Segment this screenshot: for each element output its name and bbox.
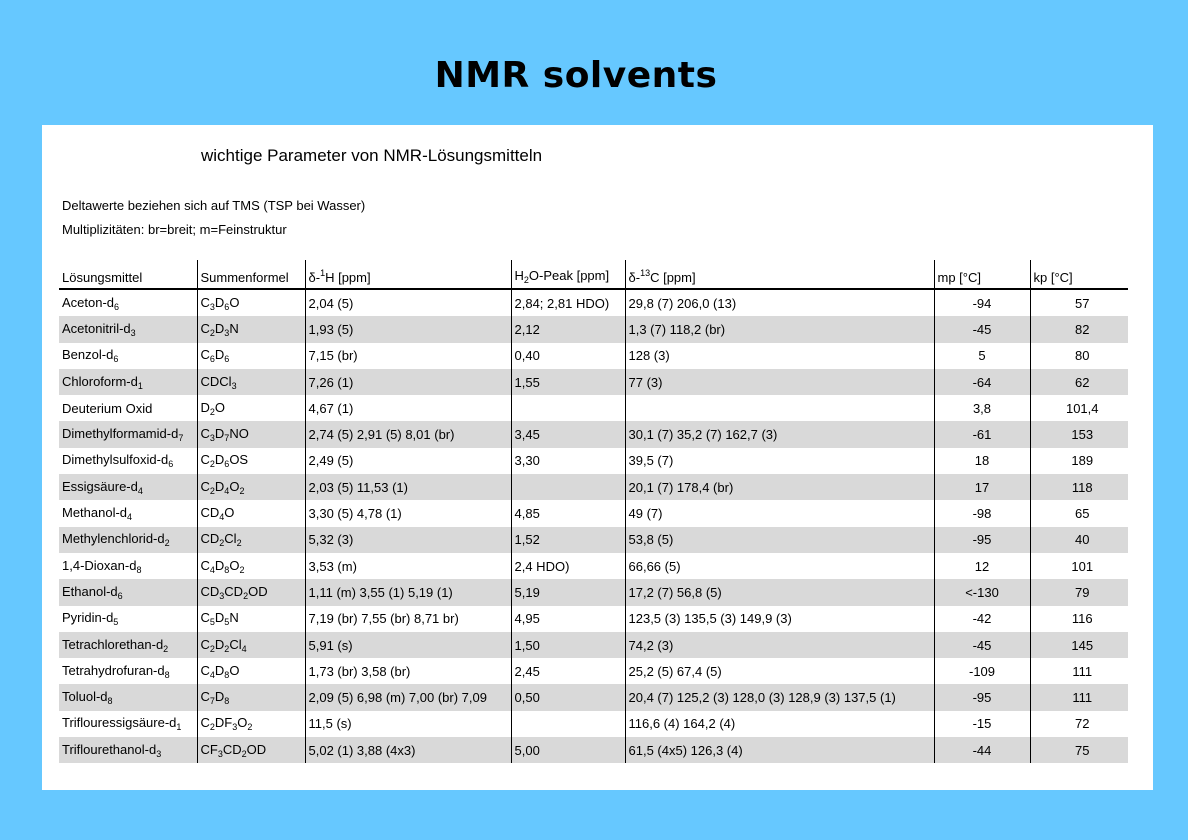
deuteration-index: 1 [137,380,143,391]
formula-element: C [200,557,210,573]
deuteration-index: 6 [113,354,119,365]
formula-element: C [200,426,210,442]
formula-element: D [214,662,225,678]
formula-element: D [214,452,225,468]
formula-subscript: 7 [224,433,230,444]
solvent-name [59,316,197,342]
h1-shift: 2,49 (5) [305,448,511,474]
formula-element: C [200,662,210,678]
h2o-peak [511,474,625,500]
formula-element: Cl [224,531,237,547]
molecular-formula [197,527,305,553]
table-subtitle: wichtige Parameter von NMR-Lösungsmitteln [201,146,543,165]
boiling-point: 80 [1030,343,1128,369]
formula-element: D [214,478,225,494]
formula-subscript: 2 [243,590,249,601]
boiling-point: 72 [1030,711,1128,737]
h1-shift: 3,53 (m) [305,553,511,579]
table-row [59,369,1128,395]
h1-shift: 7,19 (br) 7,55 (br) 8,71 br) [305,606,511,632]
h2o-peak [511,395,625,421]
solvent-label: Dimethylsulfoxid-d [62,452,169,468]
multiplicity-note: Multiplizitäten: br=breit; m=Feinstruktur [62,222,287,237]
solvent-name [59,527,197,553]
molecular-formula [197,474,305,500]
formula-element: Cl [229,636,242,652]
table-header-row [59,260,1128,289]
solvent-label: Dimethylformamid-d [62,426,179,442]
deuteration-index: 5 [113,617,119,628]
table-row [59,527,1128,553]
table-row [59,579,1128,605]
content-panel [42,125,1153,790]
solvent-name [59,369,197,395]
formula-subscript: 2 [239,485,245,496]
formula-subscript: 7 [209,696,215,707]
h1-shift: 2,03 (5) 11,53 (1) [305,474,511,500]
solvent-name [59,474,197,500]
h1-shift: 5,02 (1) 3,88 (4x3) [305,737,511,763]
formula-element: C [200,294,210,310]
formula-subscript: 6 [224,354,230,365]
formula-element: OD [248,583,268,599]
melting-point: -109 [934,658,1030,684]
boiling-point: 118 [1030,474,1128,500]
table-body [59,289,1128,763]
melting-point: -94 [934,289,1030,316]
formula-element: C [200,715,210,731]
solvent-label: Deuterium Oxid [62,400,153,416]
c13-shift: 123,5 (3) 135,5 (3) 149,9 (3) [625,606,934,632]
boiling-point: 111 [1030,684,1128,710]
deuteration-index: 6 [117,590,123,601]
deuteration-index: 4 [127,512,133,523]
formula-element: CD [224,583,244,599]
c13-shift: 20,1 (7) 178,4 (br) [625,474,934,500]
formula-subscript: 2 [209,485,215,496]
h2o-peak: 5,00 [511,737,625,763]
melting-point: 18 [934,448,1030,474]
formula-subscript: 2 [236,538,242,549]
h2o-peak: 2,45 [511,658,625,684]
c13-shift: 1,3 (7) 118,2 (br) [625,316,934,342]
page-title: NMR solvents [434,55,718,96]
formula-element: D [214,347,225,363]
header-mp: mp [°C] [934,260,1030,289]
solvent-name [59,395,197,421]
formula-subscript: 8 [224,564,230,575]
table-row [59,474,1128,500]
formula-subscript: 2 [209,406,215,417]
deuteration-index: 8 [107,696,113,707]
solvent-name [59,684,197,710]
solvent-label: Acetonitril-d [62,320,131,336]
deuteration-index: 8 [164,669,170,680]
boiling-point: 57 [1030,289,1128,316]
reference-note: Deltawerte beziehen sich auf TMS (TSP bei Wasser) [62,198,366,213]
h1-shift: 1,93 (5) [305,316,511,342]
molecular-formula [197,289,305,316]
formula-subscript: 4 [241,643,247,654]
table-row [59,553,1128,579]
formula-element: O [229,478,240,494]
formula-element: N [229,320,239,336]
boiling-point: 65 [1030,500,1128,526]
formula-subscript: 3 [224,327,230,338]
molecular-formula [197,421,305,447]
table-row [59,395,1128,421]
c13-shift: 20,4 (7) 125,2 (3) 128,0 (3) 128,9 (3) 137,5 (1) [625,684,934,710]
h1-shift: 7,15 (br) [305,343,511,369]
formula-element: OS [229,452,249,468]
melting-point: -61 [934,421,1030,447]
molecular-formula [197,632,305,658]
solvent-name [59,343,197,369]
solvent-label: Triflourethanol-d [62,741,157,757]
melting-point: -64 [934,369,1030,395]
h2o-peak [511,711,625,737]
formula-subscript: 3 [209,433,215,444]
formula-subscript: 2 [209,327,215,338]
table-row [59,737,1128,763]
formula-element: O [229,662,240,678]
h2o-peak: 1,52 [511,527,625,553]
formula-subscript: 3 [217,748,223,759]
formula-element: CD [200,583,220,599]
formula-element: D [200,399,210,415]
c13-shift: 49 (7) [625,500,934,526]
formula-element: O [214,399,226,415]
formula-element: O [229,557,240,573]
melting-point: <-130 [934,579,1030,605]
solvent-name [59,737,197,763]
table-row [59,343,1128,369]
formula-element: CDCl [200,373,232,389]
formula-subscript: 3 [231,380,237,391]
deuteration-index: 2 [164,538,170,549]
c13-shift [625,395,934,421]
h1-shift: 2,04 (5) [305,289,511,316]
solvent-name [59,606,197,632]
formula-subscript: 3 [219,590,225,601]
h1-shift: 3,30 (5) 4,78 (1) [305,500,511,526]
melting-point: 5 [934,343,1030,369]
header-formula: Summenformel [197,260,305,289]
deuteration-index: 6 [168,459,174,470]
h1-shift: 7,26 (1) [305,369,511,395]
formula-subscript: 6 [224,459,230,470]
c13-shift: 74,2 (3) [625,632,934,658]
table-row [59,684,1128,710]
formula-subscript: 4 [209,564,215,575]
h1-shift: 2,09 (5) 6,98 (m) 7,00 (br) 7,09 [305,684,511,710]
formula-element: C [200,478,210,494]
melting-point: 3,8 [934,395,1030,421]
solvent-name [59,579,197,605]
boiling-point: 145 [1030,632,1128,658]
formula-subscript: 4 [219,512,225,523]
solvent-label: Methylenchlorid-d [62,531,165,547]
melting-point: -45 [934,632,1030,658]
header-solvent: Lösungsmittel [59,260,197,289]
solvent-label: Pyridin-d [62,610,114,626]
formula-subscript: 3 [232,722,238,733]
h2o-peak: 5,19 [511,579,625,605]
molecular-formula [197,711,305,737]
melting-point: -42 [934,606,1030,632]
molecular-formula [197,658,305,684]
h1-shift: 1,73 (br) 3,58 (br) [305,658,511,684]
melting-point: -45 [934,316,1030,342]
c13-shift: 29,8 (7) 206,0 (13) [625,289,934,316]
formula-subscript: 2 [209,459,215,470]
boiling-point: 111 [1030,658,1128,684]
h1-shift: 5,91 (s) [305,632,511,658]
melting-point: -44 [934,737,1030,763]
formula-element: C [200,610,210,626]
solvent-name [59,711,197,737]
formula-element: D [214,294,225,310]
c13-shift: 61,5 (4x5) 126,3 (4) [625,737,934,763]
h2o-peak: 2,4 HDO) [511,553,625,579]
molecular-formula [197,343,305,369]
formula-element: D [214,636,225,652]
c13-shift: 116,6 (4) 164,2 (4) [625,711,934,737]
c13-shift: 30,1 (7) 35,2 (7) 162,7 (3) [625,421,934,447]
formula-element: O [229,294,240,310]
molecular-formula [197,500,305,526]
solvent-name [59,500,197,526]
h2o-peak: 3,45 [511,421,625,447]
melting-point: 12 [934,553,1030,579]
h2o-peak: 3,30 [511,448,625,474]
h1-shift: 2,74 (5) 2,91 (5) 8,01 (br) [305,421,511,447]
boiling-point: 153 [1030,421,1128,447]
formula-element: OD [246,741,267,757]
melting-point: -15 [934,711,1030,737]
header-h2o-peak: $H_2O$-Peak [ppm] [511,260,625,289]
deuteration-index: 3 [156,748,162,759]
formula-element: N [229,610,239,626]
nmr-solvent-table [59,260,1128,763]
molecular-formula [197,316,305,342]
table-row [59,421,1128,447]
deuteration-index: 8 [136,564,142,575]
table-row [59,658,1128,684]
boiling-point: 40 [1030,527,1128,553]
formula-subscript: 5 [209,617,215,628]
c13-shift: 128 (3) [625,343,934,369]
formula-element: C [200,636,210,652]
formula-subscript: 2 [209,643,215,654]
solvent-label: Ethanol-d [62,583,118,599]
solvent-label: Essigsäure-d [62,478,138,494]
h2o-peak: 1,50 [511,632,625,658]
molecular-formula [197,606,305,632]
solvent-name [59,448,197,474]
formula-element: O [237,715,248,731]
solvent-label: Chloroform-d [62,373,138,389]
solvent-label: Methanol-d [62,505,128,521]
deuteration-index: 1 [176,722,182,733]
boiling-point: 79 [1030,579,1128,605]
formula-subscript: 2 [224,643,230,654]
molecular-formula [197,579,305,605]
h2o-peak: 4,95 [511,606,625,632]
formula-subscript: 2 [241,748,247,759]
c13-shift: 66,66 (5) [625,553,934,579]
h2o-peak: 4,85 [511,500,625,526]
molecular-formula [197,737,305,763]
solvent-name [59,553,197,579]
molecular-formula [197,395,305,421]
solvent-label: Tetrachlorethan-d [62,636,164,652]
table-row [59,448,1128,474]
table-row [59,606,1128,632]
melting-point: -95 [934,684,1030,710]
h1-shift: 5,32 (3) [305,527,511,553]
table-row [59,289,1128,316]
formula-subscript: 8 [224,696,230,707]
formula-subscript: 6 [209,354,215,365]
solvent-name [59,289,197,316]
molecular-formula [197,553,305,579]
formula-element: CD [200,531,220,547]
formula-subscript: 6 [224,301,230,312]
header-c13-shift: δ-$^{13}$C [ppm] [625,260,934,289]
solvent-name [59,632,197,658]
header-h1-shift: δ-$^1$H [ppm] [305,260,511,289]
formula-subscript: 2 [239,564,245,575]
formula-element: NO [229,426,249,442]
formula-element: CF [200,741,218,757]
formula-element: D [214,426,225,442]
melting-point: -98 [934,500,1030,526]
formula-element: DF [214,715,233,731]
boiling-point: 101 [1030,553,1128,579]
molecular-formula [197,369,305,395]
formula-element: CD [222,741,242,757]
formula-element: D [214,557,225,573]
formula-element: D [214,610,225,626]
h2o-peak: 0,50 [511,684,625,710]
boiling-point: 82 [1030,316,1128,342]
formula-subscript: 4 [224,485,230,496]
solvent-label: Triflouressigsäure-d [62,715,177,731]
deuteration-index: 6 [114,301,120,312]
h1-shift: 1,11 (m) 3,55 (1) 5,19 (1) [305,579,511,605]
solvent-label: Tetrahydrofuran-d [62,662,165,678]
formula-element: C [200,452,210,468]
formula-element: D [214,689,225,705]
formula-element: CD [200,505,220,521]
formula-subscript: 2 [219,538,225,549]
molecular-formula [197,448,305,474]
deuteration-index: 4 [137,485,143,496]
formula-subscript: 8 [224,669,230,680]
solvent-name [59,658,197,684]
formula-element: C [200,347,210,363]
boiling-point: 75 [1030,737,1128,763]
header-kp: kp [°C] [1030,260,1128,289]
deuteration-index: 7 [178,433,184,444]
table-row [59,632,1128,658]
table-row [59,316,1128,342]
c13-shift: 39,5 (7) [625,448,934,474]
table-row [59,711,1128,737]
boiling-point: 116 [1030,606,1128,632]
h2o-peak: 1,55 [511,369,625,395]
h2o-peak: 2,84; 2,81 HDO) [511,289,625,316]
c13-shift: 17,2 (7) 56,8 (5) [625,579,934,605]
formula-element: C [200,689,210,705]
h1-shift: 11,5 (s) [305,711,511,737]
solvent-label: Benzol-d [62,347,114,363]
boiling-point: 101,4 [1030,395,1128,421]
formula-subscript: 4 [209,669,215,680]
formula-subscript: 2 [209,722,215,733]
solvent-name [59,421,197,447]
boiling-point: 62 [1030,369,1128,395]
formula-subscript: 3 [209,301,215,312]
c13-shift: 25,2 (5) 67,4 (5) [625,658,934,684]
c13-shift: 77 (3) [625,369,934,395]
molecular-formula [197,684,305,710]
formula-subscript: 2 [247,722,253,733]
formula-element: D [214,320,225,336]
solvent-label: Aceton-d [62,294,115,310]
melting-point: -95 [934,527,1030,553]
formula-subscript: 5 [224,617,230,628]
table-row [59,500,1128,526]
formula-element: O [224,505,235,521]
solvent-label: Toluol-d [62,689,108,705]
solvent-label: 1,4-Dioxan-d [62,557,137,573]
formula-element: C [200,320,210,336]
boiling-point: 189 [1030,448,1128,474]
c13-shift: 53,8 (5) [625,527,934,553]
deuteration-index: 2 [163,643,169,654]
h2o-peak: 0,40 [511,343,625,369]
h1-shift: 4,67 (1) [305,395,511,421]
melting-point: 17 [934,474,1030,500]
deuteration-index: 3 [130,327,136,338]
h2o-peak: 2,12 [511,316,625,342]
